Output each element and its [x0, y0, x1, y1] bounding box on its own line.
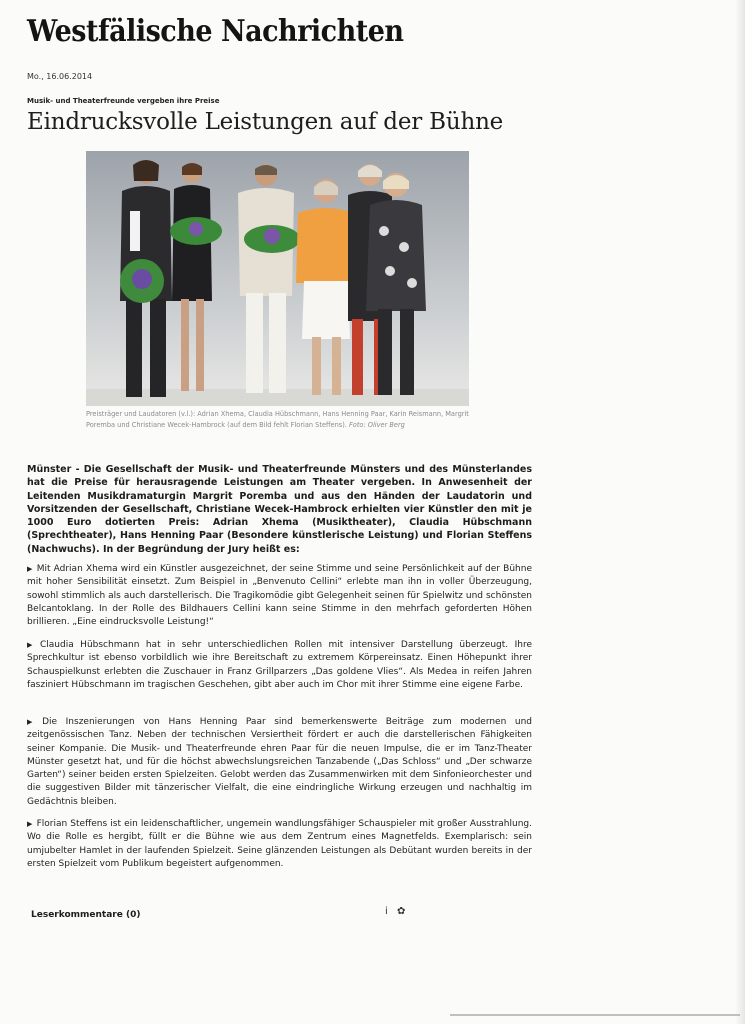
triangle-bullet-icon: ▶: [27, 565, 33, 573]
article-paragraph: [27, 818, 532, 871]
triangle-bullet-icon: ▶: [27, 820, 33, 828]
paragraph-text: Florian Steffens ist ein leidenschaftlicher, ungemein wandlungsfähiger Schauspieler mit großer Ausstrahlung. Wo die Rolle es hergibt, füllt er die Bühne wie aus dem Zentrum eines Magnetfelds. Exemplarisch: sein umjubelter Hamlet in der laufenden Spielzeit. Seine glänzenden Leistungen als Debütant wurden bereits in der ersten Spielzeit vom Publikum begeistert aufgenommen.: [27, 819, 532, 869]
article-paragraph: [27, 716, 532, 809]
article-paragraph: [27, 563, 532, 629]
award-photo-illustration: [86, 151, 469, 406]
article-kicker: Musik- und Theaterfreunde vergeben ihre Preise: [27, 97, 220, 105]
info-icon[interactable]: i: [385, 906, 388, 917]
publication-date: Mo., 16.06.2014: [27, 72, 93, 81]
photo-caption: [86, 409, 471, 431]
scan-mark: [450, 1014, 740, 1016]
paragraph-text: Claudia Hübschmann hat in sehr unterschiedlichen Rollen mit intensiver Darstellung überzeugt. Ihre Sprechkultur ist ebenso vorbildlich wie ihre Bereitschaft zu extremem Körpereinsatz. Einen Höhepunkt ihrer Schauspielkunst erlebten die Zuschauer in Franz Grillparzers „Das goldene Vlies“. Als Medea in reifen Jahren fasziniert Hübschmann im tragischen Geschehen, gibt aber auch im Chor mit ihrer Stimme eine eigene Farbe.: [27, 640, 532, 690]
settings-icon[interactable]: ✿: [396, 906, 406, 917]
article-photo: [86, 151, 469, 406]
paragraph-text: Die Inszenierungen von Hans Henning Paar sind bemerkenswerte Beiträge zum modernen und zeitgenössischen Tanz. Neben der technischen Versiertheit fördert er auch die darstellerischen Fähigkeiten seiner Kompanie. Die Musik- und Theaterfreunde ehren Paar für die neuen Impulse, die er im Tanz-Theater Münster gesetzt hat, und für die höchst abwechslungsreichen Tanzabende („Das Schloss“ und „Der schwarze Garten“) seiner beiden ersten Spielzeiten. Gelobt werden das Zusammenwirken mit dem Sinfonieorchester und die suggestiven Bilder mit tänzerischer Vielfalt, die eine eindringliche Wirkung erzeugen und nachhaltig im Gedächtnis bleiben.: [27, 717, 532, 807]
caption-text: Preisträger und Laudatoren (v.l.): Adrian Xhema, Claudia Hübschmann, Hans Henning Paar, Karin Reismann, Margrit Poremba und Christiane Wecek-Hambrock (auf dem Bild fehlt Florian Steffens).: [86, 410, 469, 429]
newspaper-masthead: Westfälische Nachrichten: [27, 14, 404, 49]
reader-comments-link[interactable]: Leserkommentare (0): [31, 910, 141, 920]
article-paragraph: [27, 639, 532, 692]
article-headline: Eindrucksvolle Leistungen auf der Bühne: [27, 109, 504, 135]
triangle-bullet-icon: ▶: [27, 718, 39, 726]
article-lead: Münster - Die Gesellschaft der Musik- und Theaterfreunde Münsters und des Münsterlandes hat die Preise für herausragende Leistungen am Theater vergeben. In Anwesenheit der Leitenden Musikdramaturgin Margrit Poremba und aus den Händen der Laudatorin und Vorsitzenden der Gesellschaft, Christiane Wecek-Hambrock erhielten vier Künstler den mit je 1000 Euro dotierten Preis: Adrian Xhema (Musiktheater), Claudia Hübschmann (Sprechtheater), Hans Henning Paar (Besondere künstlerische Leistung) und Florian Steffens (Nachwuchs). In der Begründung der Jury heißt es:: [27, 464, 532, 555]
article-tools: [385, 906, 411, 917]
photo-credit: Foto: Oliver Berg: [349, 421, 405, 429]
scan-edge-shadow: [735, 0, 745, 1024]
triangle-bullet-icon: ▶: [27, 641, 36, 649]
paragraph-text: Mit Adrian Xhema wird ein Künstler ausgezeichnet, der seine Stimme und seine Persönlichkeit auf der Bühne mit hoher Sensibilität einsetzt. Zum Beispiel in „Benvenuto Cellini“ erlebte man ihn in voller Überzeugung, sowohl stimmlich als auch darstellerisch. Die Tragikomödie gibt Gelegenheit seinen für Spielwitz und schönsten Belcantoklang. In der Rolle des Bildhauers Cellini kann seine Stimme in den mehrfach geforderten Höhen brillieren. „Eine eindrucksvolle Leistung!“: [27, 564, 532, 628]
